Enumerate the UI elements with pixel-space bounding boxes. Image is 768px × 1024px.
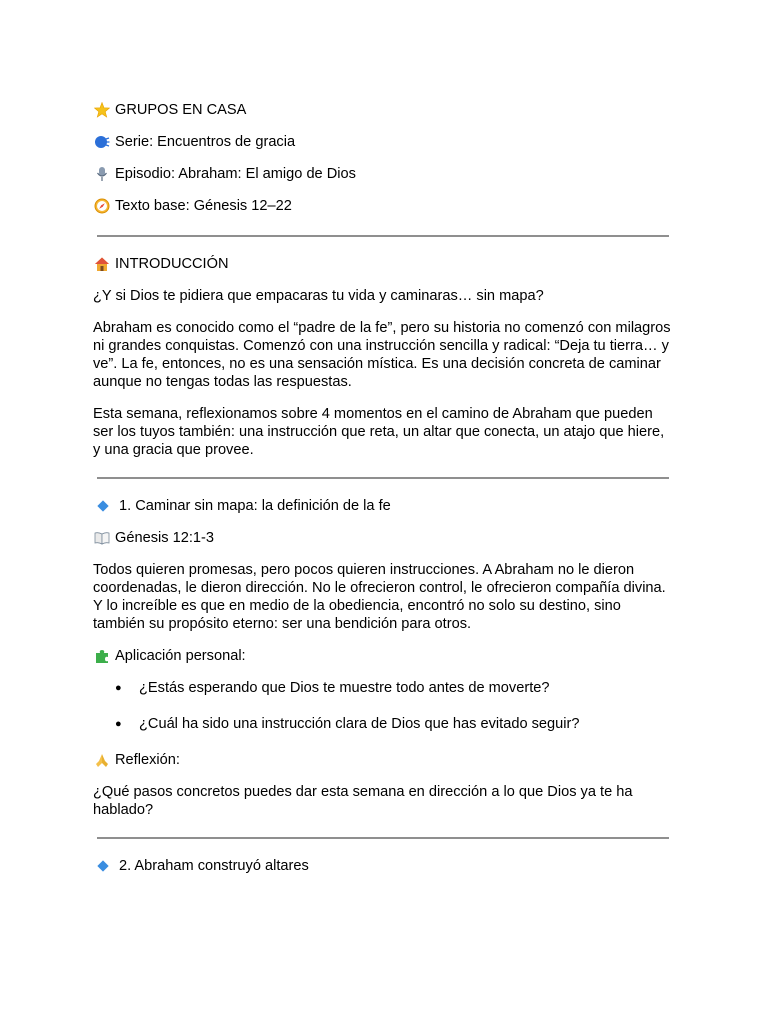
application-label-line xyxy=(93,647,673,665)
section1-heading-line xyxy=(93,497,673,515)
reflection-label: Reflexión: xyxy=(115,752,180,768)
divider xyxy=(97,477,669,479)
section1-body: Todos quieren promesas, pero pocos quieren instrucciones. A Abraham no le dieron coordenadas, le dieron dirección. No le ofrecieron control, le ofrecieron compañía divina. Y lo increíble es que en medio de la obediencia, encontró no solo su destino, sino también su propósito eterno: ser una bendición para otros. xyxy=(93,562,666,632)
application-list xyxy=(93,679,673,733)
header-episode-line xyxy=(93,165,673,183)
series-text: Serie: Encuentros de gracia xyxy=(115,134,296,150)
episode-text: Episodio: Abraham: El amigo de Dios xyxy=(115,166,356,182)
glowing-star-icon xyxy=(93,102,110,119)
list-item: ● ¿Estás esperando que Dios te muestre todo antes de moverte? xyxy=(93,679,673,697)
intro-question: ¿Y si Dios te pidiera que empacaras tu vida y caminaras… sin mapa? xyxy=(93,288,544,304)
section2-heading-line xyxy=(93,857,673,875)
small-blue-diamond-icon xyxy=(97,500,108,511)
divider xyxy=(97,837,669,839)
reflection-label-line xyxy=(93,751,673,769)
section2-heading: 2. Abraham construyó altares xyxy=(119,858,309,874)
header-base-text-line xyxy=(93,197,673,215)
section1-heading: 1. Caminar sin mapa: la definición de la fe xyxy=(119,498,391,514)
base-text: Texto base: Génesis 12–22 xyxy=(115,198,292,214)
small-blue-diamond-icon xyxy=(97,860,108,871)
intro-paragraph-1: Abraham es conocido como el “padre de la fe”, pero su historia no comenzó con milagros ni grandes conquistas. Comenzó con una instrucción sencilla y radical: “Deja tu tierra… y ve”. La fe, entonces, no es una sensación mística. Es una decisión concreta de caminar aunque no tengas todas las respuestas. xyxy=(93,320,671,390)
header-series-line xyxy=(93,133,673,151)
house-icon xyxy=(93,256,110,273)
open-book-icon xyxy=(93,530,110,547)
header-group-line xyxy=(93,101,673,119)
intro-heading: INTRODUCCIÓN xyxy=(115,256,229,272)
intro-paragraph-2: Esta semana, reflexionamos sobre 4 momentos en el camino de Abraham que pueden ser los tuyos también: una instrucción que reta, un altar que conecta, un atajo que hiere, y una gracia que provee. xyxy=(93,406,665,458)
speaking-head-icon xyxy=(93,134,110,151)
folded-hands-icon xyxy=(93,752,110,769)
divider xyxy=(97,235,669,237)
intro-heading-line xyxy=(93,255,673,273)
puzzle-piece-icon xyxy=(93,648,110,665)
studio-microphone-icon xyxy=(93,166,110,183)
reflection-text: ¿Qué pasos concretos puedes dar esta semana en dirección a lo que Dios ya te ha hablado? xyxy=(93,784,633,818)
compass-icon xyxy=(93,198,110,215)
section1-reference: Génesis 12:1-3 xyxy=(115,530,214,546)
application-label: Aplicación personal: xyxy=(115,648,246,664)
section1-reference-line xyxy=(93,529,673,547)
group-title: GRUPOS EN CASA xyxy=(115,102,247,118)
list-item: ● ¿Cuál ha sido una instrucción clara de Dios que has evitado seguir? xyxy=(93,715,673,733)
